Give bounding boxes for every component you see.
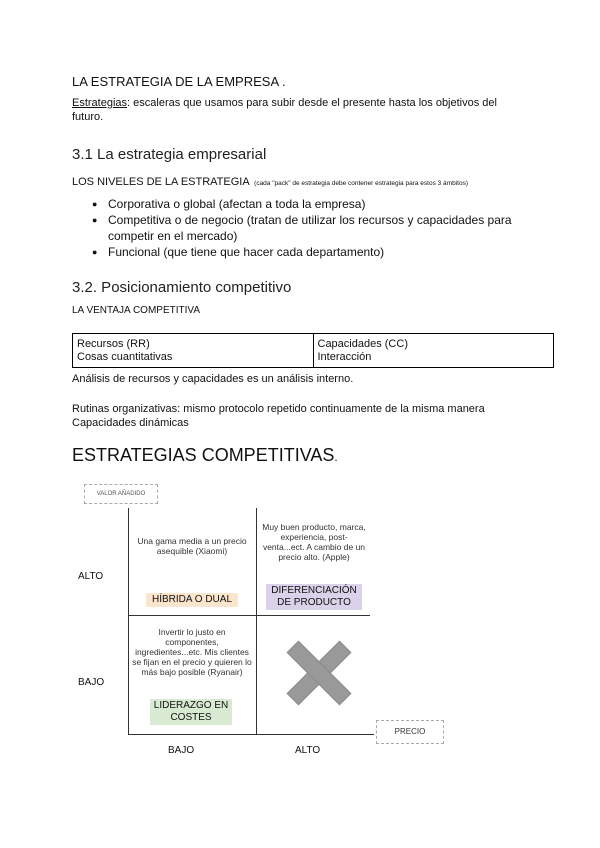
heading-3-1: 3.1 La estrategia empresarial — [72, 146, 267, 163]
capacidades-dinamicas: Capacidades dinámicas — [72, 417, 189, 429]
list-item: ● Competitiva o de negocio (tratan de utilizar los recursos y capacidades para competir en el mercado) — [72, 212, 532, 244]
rr-label: Recursos (RR) — [77, 338, 150, 350]
col-label-bajo: BAJO — [168, 745, 195, 756]
row-label-alto: ALTO — [78, 571, 104, 582]
rutinas-text: Rutinas organizativas: mismo protocolo repetido continuamente de la misma manera — [72, 403, 485, 415]
diferenciacion-tag: DIFERENCIACIÓN DE PRODUCTO — [266, 584, 362, 610]
list-item: ● Funcional (que tiene que hacer cada departamento) — [72, 244, 532, 260]
liderazgo-tag: LIDERAZGO EN COSTES — [150, 699, 232, 725]
rr-cc-table — [72, 333, 554, 368]
row-label-bajo: BAJO — [78, 677, 105, 688]
x-axis-label: PRECIO — [394, 727, 426, 736]
y-axis-line — [128, 508, 129, 734]
table-cell-cc — [313, 334, 554, 368]
strategy-matrix — [70, 480, 460, 770]
hibrida-tag: HÍBRIDA O DUAL — [146, 593, 238, 607]
liderazgo-desc: Invertir lo justo en componentes, ingredientes...etc. Mis clientes se fijan en el precio y quieren lo más bajo posible (Ryanair) — [132, 627, 252, 677]
table-cell-rr — [73, 334, 314, 368]
niveles-title: LOS NIVELES DE LA ESTRATEGIA — [72, 176, 250, 188]
heading-3-2: 3.2. Posicionamiento competitivo — [72, 279, 292, 296]
horizontal-divider — [128, 615, 370, 616]
list-item: ● Corporativa o global (afectan a toda la empresa) — [72, 196, 532, 212]
ventaja-title: LA VENTAJA COMPETITIVA — [72, 305, 200, 316]
estrategias-title-dot: . — [334, 450, 338, 464]
analisis-text: Análisis de recursos y capacidades es un análisis interno. — [72, 373, 354, 385]
table-row — [73, 334, 554, 368]
estrategias-term: Estrategias — [72, 97, 128, 109]
niveles-note: (cada "pack" de estrategia debe contener estrategia para estos 3 ámbitos) — [254, 180, 468, 187]
estrategias-title-text: ESTRATEGIAS COMPETITIVAS — [72, 445, 335, 465]
section-title: LA ESTRATEGIA DE LA EMPRESA . — [72, 74, 286, 89]
rr-desc: Cosas cuantitativas — [77, 351, 173, 363]
cc-desc: Interacción — [317, 351, 372, 363]
hibrida-desc: Una gama media a un precio asequible (Xiaomi) — [137, 536, 247, 556]
vertical-divider — [256, 508, 257, 734]
niveles-list — [72, 196, 532, 260]
estrategias-def-text: : escaleras que usamos para subir desde el presente hasta los objetivos del futuro. — [72, 97, 497, 123]
y-axis-label: VALOR AÑADIDO — [96, 491, 146, 497]
cc-label: Capacidades (CC) — [317, 338, 408, 350]
estrategias-title — [72, 444, 338, 468]
col-label-alto: ALTO — [295, 745, 321, 756]
x-axis-label-box — [376, 720, 444, 744]
y-axis-label-box — [84, 484, 158, 504]
diferenciacion-desc: Muy buen producto, marca, experiencia, post-venta...ect. A cambio de un precio alto. (Apple) — [262, 522, 366, 562]
niveles-block — [72, 172, 532, 190]
cross-icon — [286, 640, 352, 706]
x-axis-line — [128, 734, 374, 735]
estrategias-definition — [72, 96, 522, 124]
